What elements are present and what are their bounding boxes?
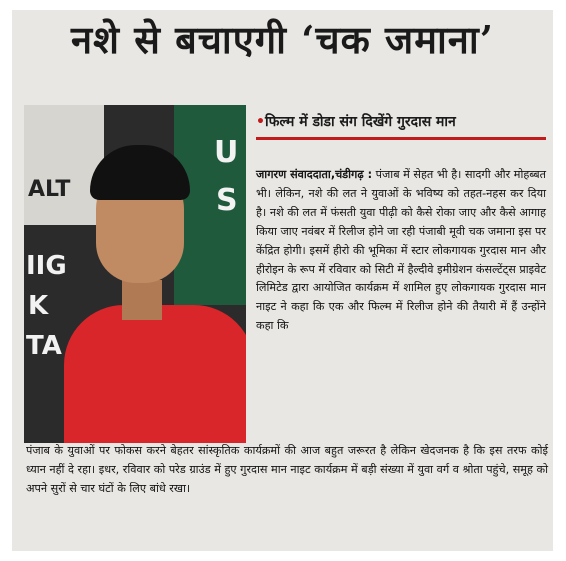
- body-text-top: पंजाब में सेहत भी है। सादगी और मोहब्बत भी। लेकिन, नशे की लत ने युवाओं के भविष्य को तहत-नहस कर दिया है। नशे की लत में फंसती युवा पीढ़ी को कैसे रोका जाए और कैसे आगाह किया जाए नवंबर में रिलीज होने जा रही पंजाबी मूवी चक जमाना इस पर केंद्रित होगी। इसमें हीरो की भूमिका में स्टार लोकगायक गुरदास मान और हीरोइन के रूप में रविवार को सिटी में हैल्दीवे इमीग्रेशन कंसल्टेंट्स प्राइवेट लिमिटेड द्वारा आयोजित कार्यक्रम में शामिल हुए लोकगायक गुरदास मान नाइट ने कहा कि एक और फिल्म में रिलीज होने की तैयारी में हैं उन्होंने कहा कि: [256, 168, 547, 333]
- article-photo: [24, 105, 246, 443]
- subheadline: [256, 112, 546, 132]
- backdrop-text: K: [28, 291, 49, 321]
- backdrop-text: S: [216, 183, 238, 218]
- headline: नशे से बचाएगी ‘चक जमाना’: [71, 17, 494, 62]
- newspaper-clipping: [12, 10, 553, 551]
- article-body-bottom: पंजाब के युवाओं पर फोकस करने बेहतर सांस्कृतिक कार्यक्रमों की आज बहुत जरूरत है लेकिन खेदजनक है कि इस तरफ कोई ध्यान नहीं दे रहा। इधर, रविवार को परेड ग्राउंड में हुए गुरदास मान नाइट कार्यक्रम में बड़ी संख्या में युवा वर्ग व श्रोता पहुंचे, समूह को अपने सुरों से चार घंटों के लिए बांधे रखा।: [26, 444, 548, 495]
- backdrop-text: U: [214, 135, 239, 170]
- byline: जागरण संवाददाता,चंडीगढ़ :: [256, 168, 373, 181]
- backdrop-text: IIG: [26, 251, 67, 281]
- photo-backdrop-light: [24, 105, 104, 225]
- subheadline-rule: [256, 137, 546, 140]
- person-shirt: [64, 305, 246, 443]
- article-body-top: [256, 166, 546, 336]
- bullet-icon: •: [256, 114, 265, 130]
- backdrop-text: TA: [26, 331, 62, 361]
- subheadline-text: फिल्म में डोडा संग दिखेंगे गुरदास मान: [264, 114, 456, 130]
- person-neck: [122, 280, 162, 320]
- backdrop-text: ALT: [28, 177, 71, 202]
